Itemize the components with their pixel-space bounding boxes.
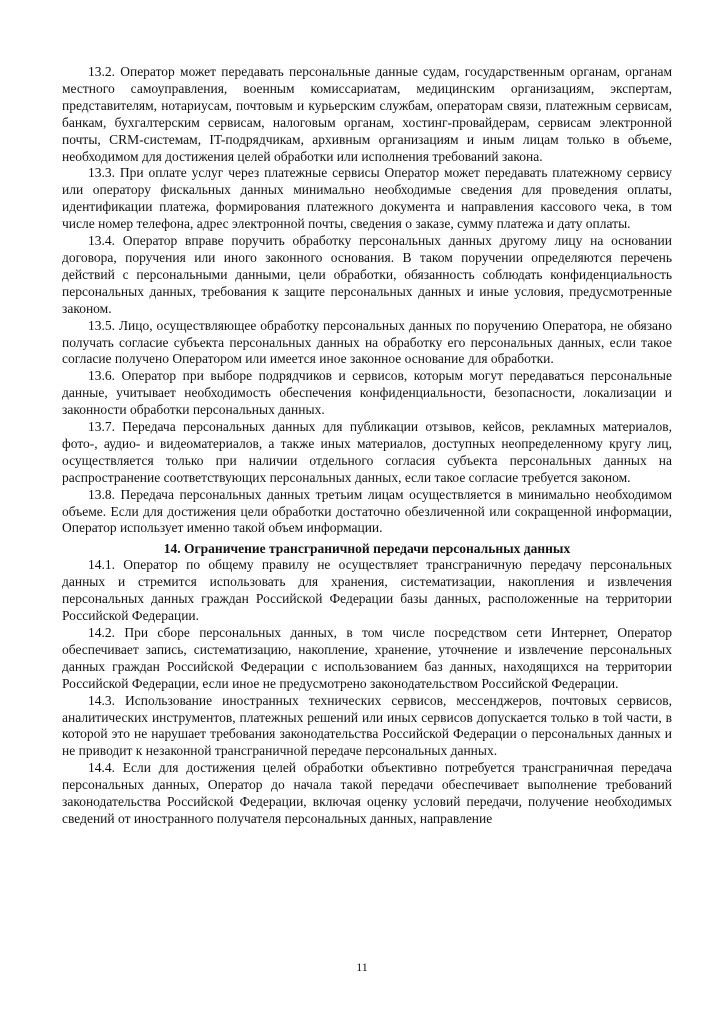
paragraph-13-7: 13.7. Передача персональных данных для публикации отзывов, кейсов, рекламных материалов, фото-, аудио- и видеоматериалов, а также иных материалов, доступных неопределенному кругу лиц, осуществляется только при наличии отдельного согласия субъекта персональных данных на распространение соответствующих персональных данных, если такое согласие требуется законом. — [62, 419, 672, 485]
paragraph-14-2: 14.2. При сборе персональных данных, в том числе посредством сети Интернет, Оператор обеспечивает запись, систематизацию, накопление, хранение, уточнение и извлечение персональных данных граждан Российской Федерации с использованием баз данных, находящихся на территории Российской Федерации, если иное не предусмотрено законодательством Российской Федерации. — [62, 625, 672, 691]
paragraph-14-1: 14.1. Оператор по общему правилу не осуществляет трансграничную передачу персональных данных и стремится использовать для хранения, систематизации, накопления и извлечения персональных данных граждан Российской Федерации базы данных, расположенные на территории Российской Федерации. — [62, 557, 672, 624]
paragraph-13-5: 13.5. Лицо, осуществляющее обработку персональных данных по поручению Оператора, не обязано получать согласие субъекта персональных данных на обработку его персональных данных, если такое согласие получено Оператором или имеется иное законное основание для обработки. — [62, 317, 672, 367]
document-page — [62, 64, 672, 828]
paragraph-13-2: 13.2. Оператор может передавать персональные данные судам, государственным органам, органам местного самоуправления, военным комиссариатам, медицинским организациям, экспертам, представителям, нотариусам, почтовым и курьерским службам, операторам связи, платежным сервисам, банкам, бухгалтерским сервисам, налоговым органам, хостинг-провайдерам, сервисам электронной почты, CRM-системам, IT-подрядчикам, архивным организациям и иным лицам только в объеме, необходимом для достижения целей обработки или исполнения требований закона. — [62, 64, 672, 164]
page-number: 11 — [356, 960, 368, 974]
paragraph-14-4: 14.4. Если для достижения целей обработки объективно потребуется трансграничная передача персональных данных, Оператор до начала такой передачи обеспечивает выполнение требований законодательства Российской Федерации, включая оценку условий передачи, получение необходимых сведений от иностранного получателя персональных данных, направление — [62, 760, 672, 826]
section-title: 14. Ограничение трансграничной передачи персональных данных — [163, 541, 571, 557]
paragraph-13-4: 13.4. Оператор вправе поручить обработку персональных данных другому лицу на основании договора, поручения или иного законного основания. В таком поручении определяются перечень действий с персональными данными, цели обработки, обязанность соблюдать конфиденциальность персональных данных, требования к защите персональных данных и иные условия, предусмотренные законом. — [62, 233, 672, 316]
paragraph-13-3: 13.3. При оплате услуг через платежные сервисы Оператор может передавать платежному сервису или оператору фискальных данных минимально необходимые сведения для проведения оплаты, идентификации платежа, формирования платежного документа и направления кассового чека, в том числе номер телефона, адрес электронной почты, сведения о заказе, сумму платежа и дату оплаты. — [62, 165, 672, 232]
paragraph-13-8: 13.8. Передача персональных данных третьим лицам осуществляется в минимально необходимом объеме. Если для достижения цели обработки достаточно обезличенной или сокращенной информации, Оператор использует именно такой объем информации. — [62, 486, 672, 536]
paragraph-13-6: 13.6. Оператор при выборе подрядчиков и сервисов, которым могут передаваться персональные данные, учитывает необходимость обеспечения конфиденциальности, безопасности, локализации и законности обработки персональных данных. — [62, 368, 672, 418]
paragraph-14-3: 14.3. Использование иностранных технических сервисов, мессенджеров, почтовых сервисов, аналитических инструментов, платежных решений или иных сервисов допускается только в той части, в которой это не нарушает требования законодательства Российской Федерации о персональных данных и не приводит к незаконной трансграничной передаче персональных данных. — [62, 692, 672, 759]
